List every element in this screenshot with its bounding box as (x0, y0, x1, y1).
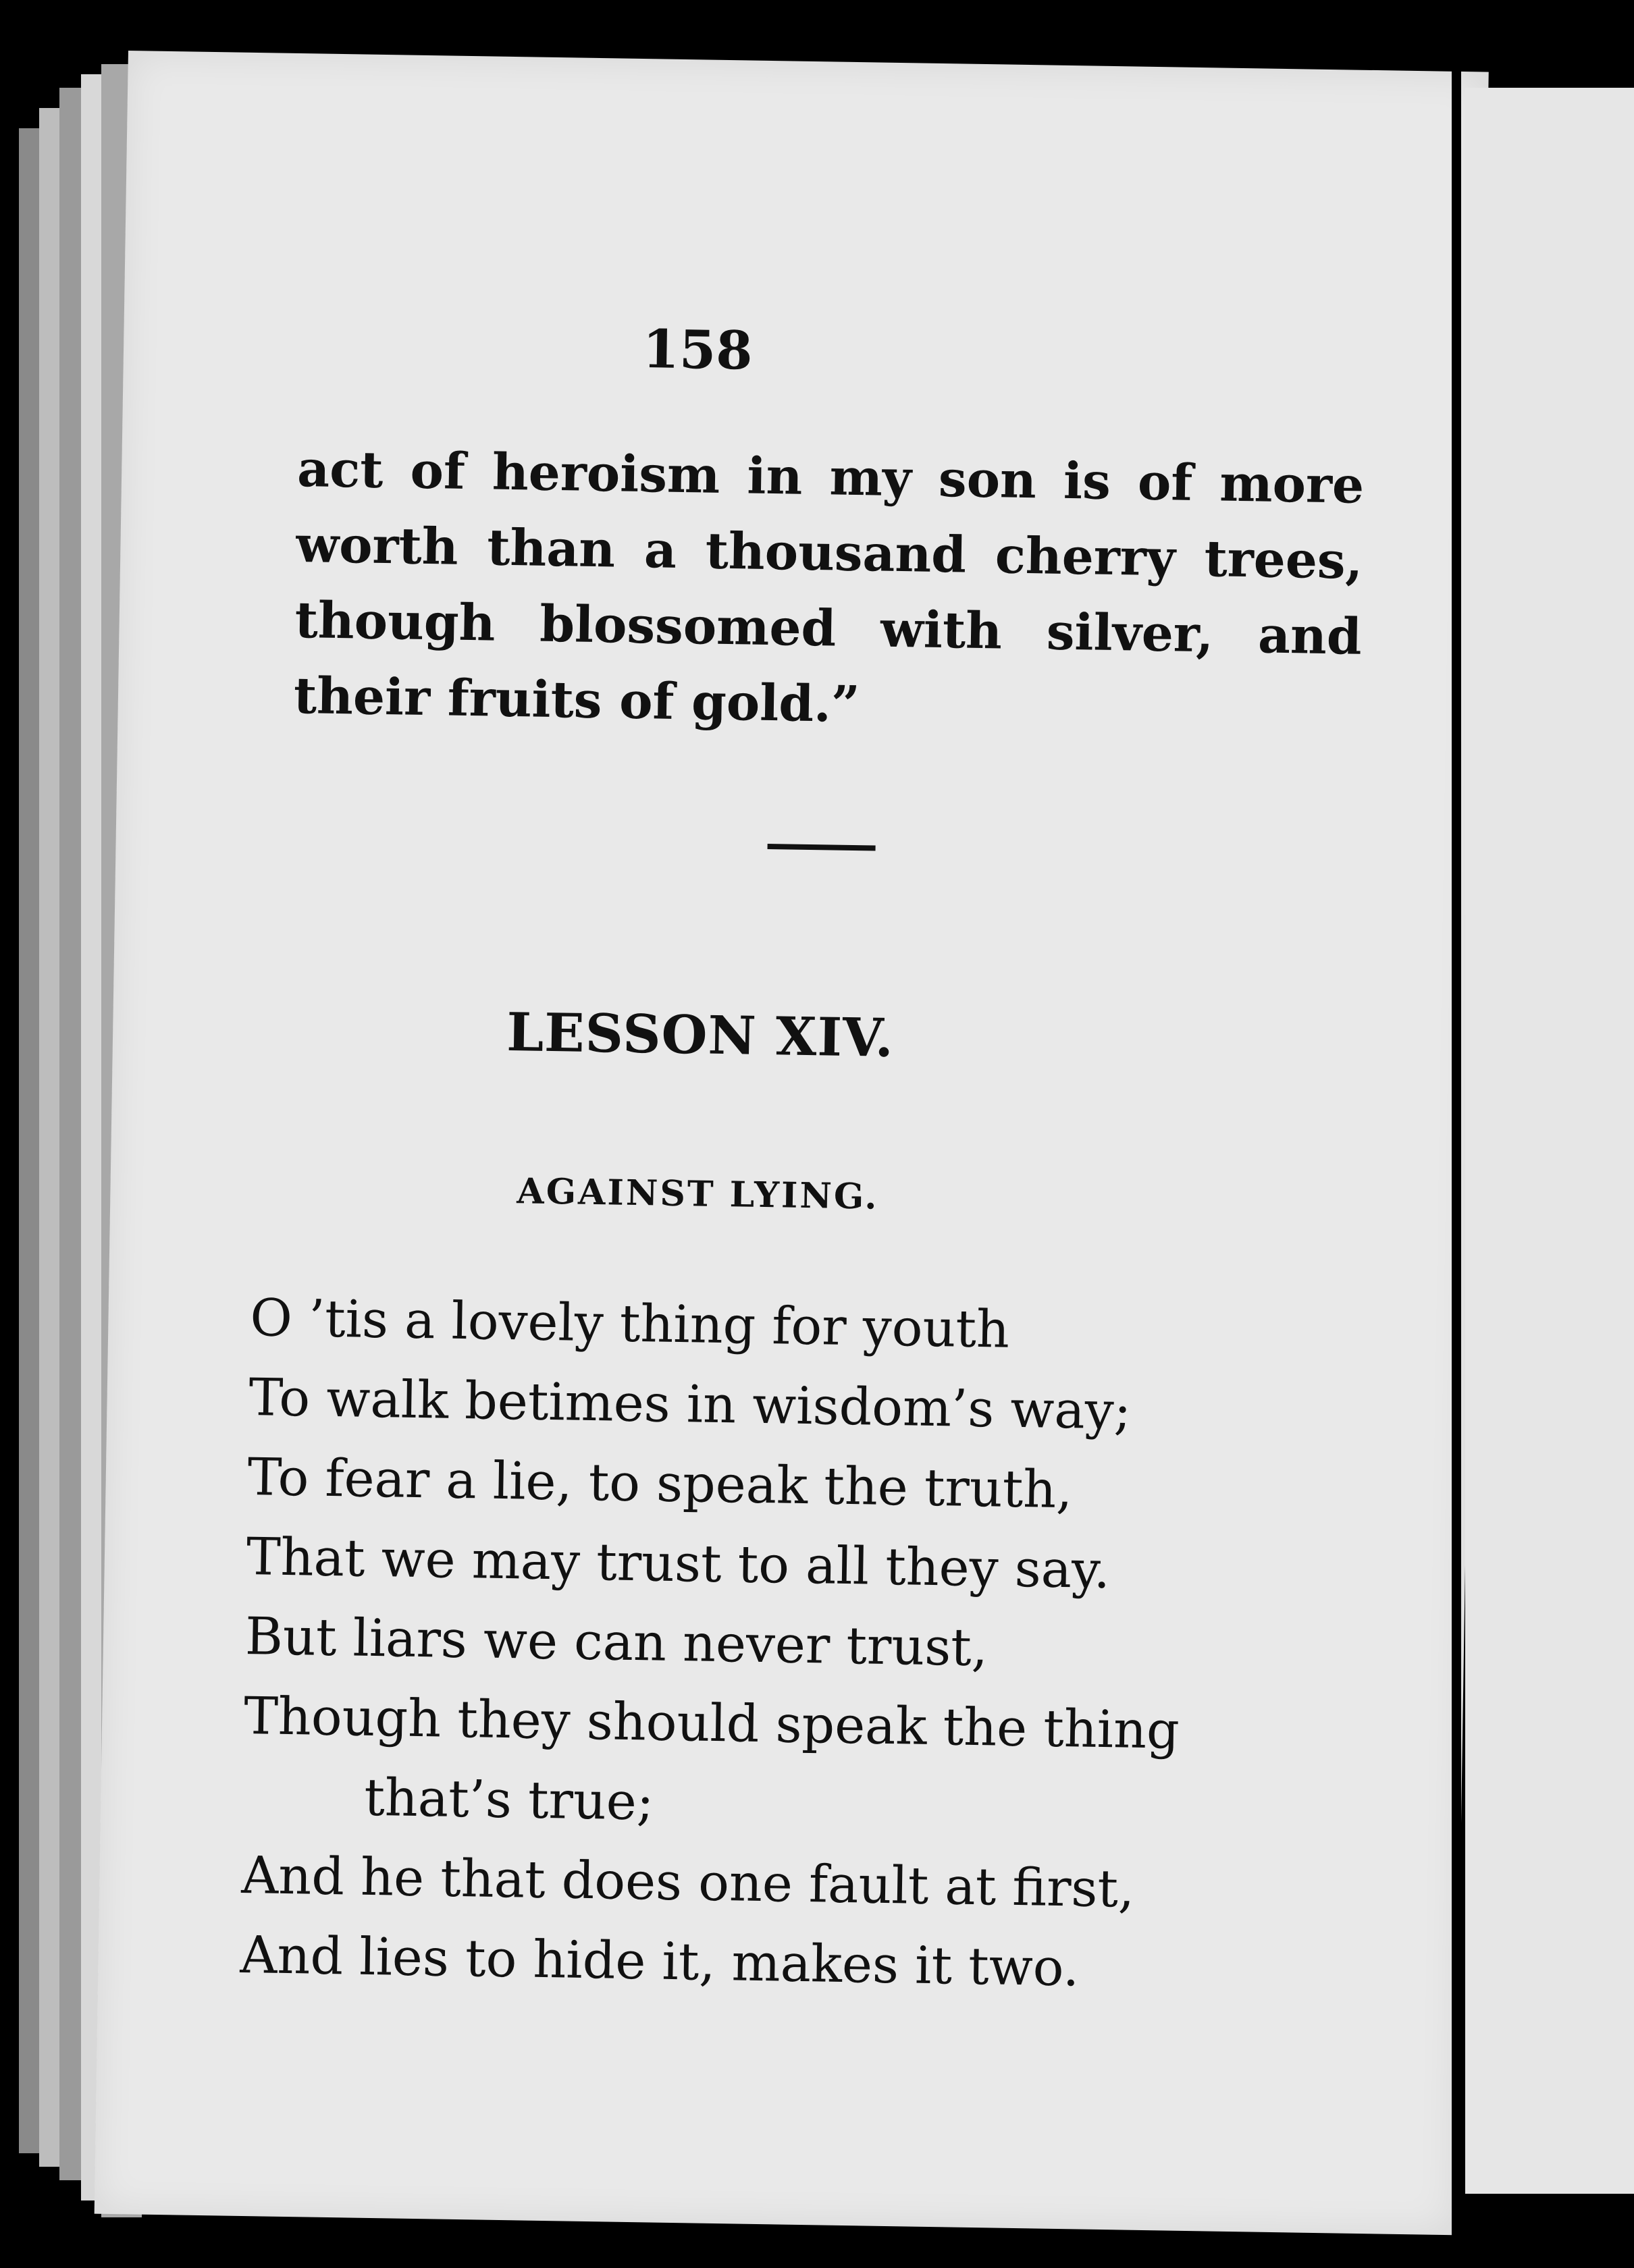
section-divider (768, 844, 876, 851)
poem-line: Though they should speak the thing (243, 1685, 1180, 1760)
poem-line: And lies to hide it, makes it two. (240, 1924, 1080, 1998)
poem-line: And he that does one fault at first, (240, 1844, 1135, 1919)
lesson-title: LESSON XIV. (506, 1001, 895, 1069)
poem-line: To fear a lie, to speak the truth, (247, 1447, 1074, 1520)
poem-line: that’s true; (363, 1766, 655, 1832)
poem-line: That we may trust to all they say. (246, 1526, 1111, 1600)
poem-line: To walk betimes in wisdom’s way; (248, 1367, 1132, 1441)
lesson-subtitle: AGAINST LYING. (516, 1170, 880, 1218)
book-spine (1452, 40, 1461, 2241)
page-number: 158 (642, 319, 754, 382)
prose-paragraph: act of heroism in my son is of more worth than a thousand cherry trees, though blossomed with silver, and their fruits of gold.” (293, 440, 1365, 734)
book-page (95, 51, 1489, 2235)
poem-line: O ’tis a lovely thing for youth (249, 1287, 1010, 1359)
poem-line: But liars we can never trust, (244, 1606, 989, 1678)
facing-page-edge (1465, 88, 1634, 2194)
poem (240, 1278, 1344, 2012)
